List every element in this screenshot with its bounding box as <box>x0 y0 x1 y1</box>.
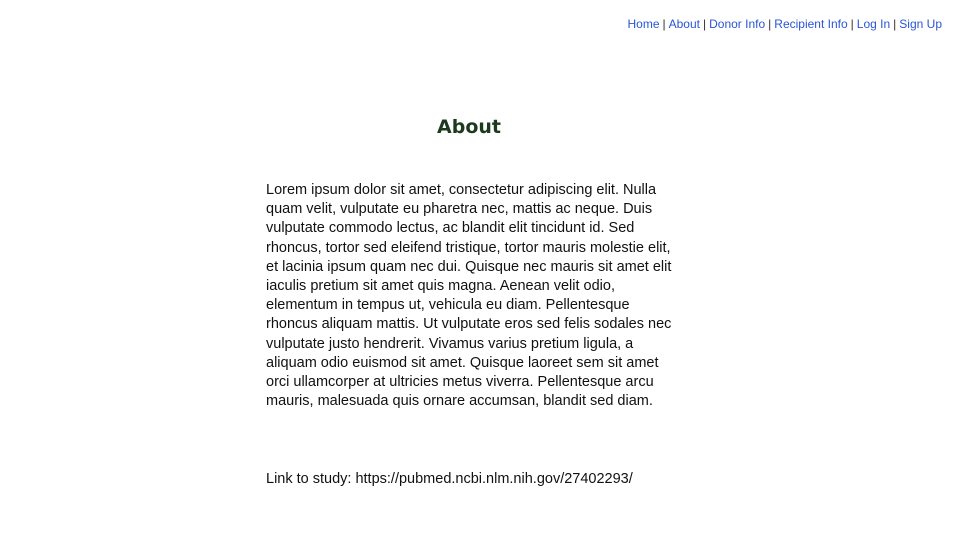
nav-link-donor-info[interactable]: Donor Info <box>709 17 766 31</box>
nav-link-about[interactable]: About <box>668 17 700 31</box>
nav-link-sign-up[interactable]: Sign Up <box>899 17 942 31</box>
top-navigation <box>627 17 942 31</box>
nav-link-log-in[interactable]: Log In <box>856 17 891 31</box>
page-title: About <box>437 116 501 138</box>
nav-link-home[interactable]: Home <box>627 17 660 31</box>
nav-separator: | <box>850 17 854 31</box>
nav-link-recipient-info[interactable]: Recipient Info <box>774 17 848 31</box>
nav-separator: | <box>893 17 897 31</box>
nav-separator: | <box>702 17 707 31</box>
nav-separator: | <box>662 17 666 31</box>
about-body-text: Lorem ipsum dolor sit amet, consectetur adipiscing elit. Nulla quam velit, vulputate eu pharetra nec, mattis ac neque. Duis vulputate commodo lectus, ac blandit elit tincidunt id. Sed rhoncus, tortor sed eleifend tristique, tortor mauris molestie elit, et lacinia ipsum quam nec dui. Quisque nec mauris sit amet elit iaculis pretium sit amet quis magna. Aenean velit odio, elementum in tempus ut, vehicula eu diam. Pellentesque rhoncus aliquam mattis. Ut vulputate eros sed felis sodales nec vulputate justo hendrerit. Vivamus varius pretium ligula, a aliquam odio euismod sit amet. Quisque laoreet sem sit amet orci ullamcorper at ultricies metus viverra. Pellentesque arcu mauris, malesuada quis ornare accumsan, blandit sed diam. <box>266 182 672 410</box>
nav-separator: | <box>768 17 772 31</box>
study-link-text: Link to study: https://pubmed.ncbi.nlm.nih.gov/27402293/ <box>266 471 633 487</box>
